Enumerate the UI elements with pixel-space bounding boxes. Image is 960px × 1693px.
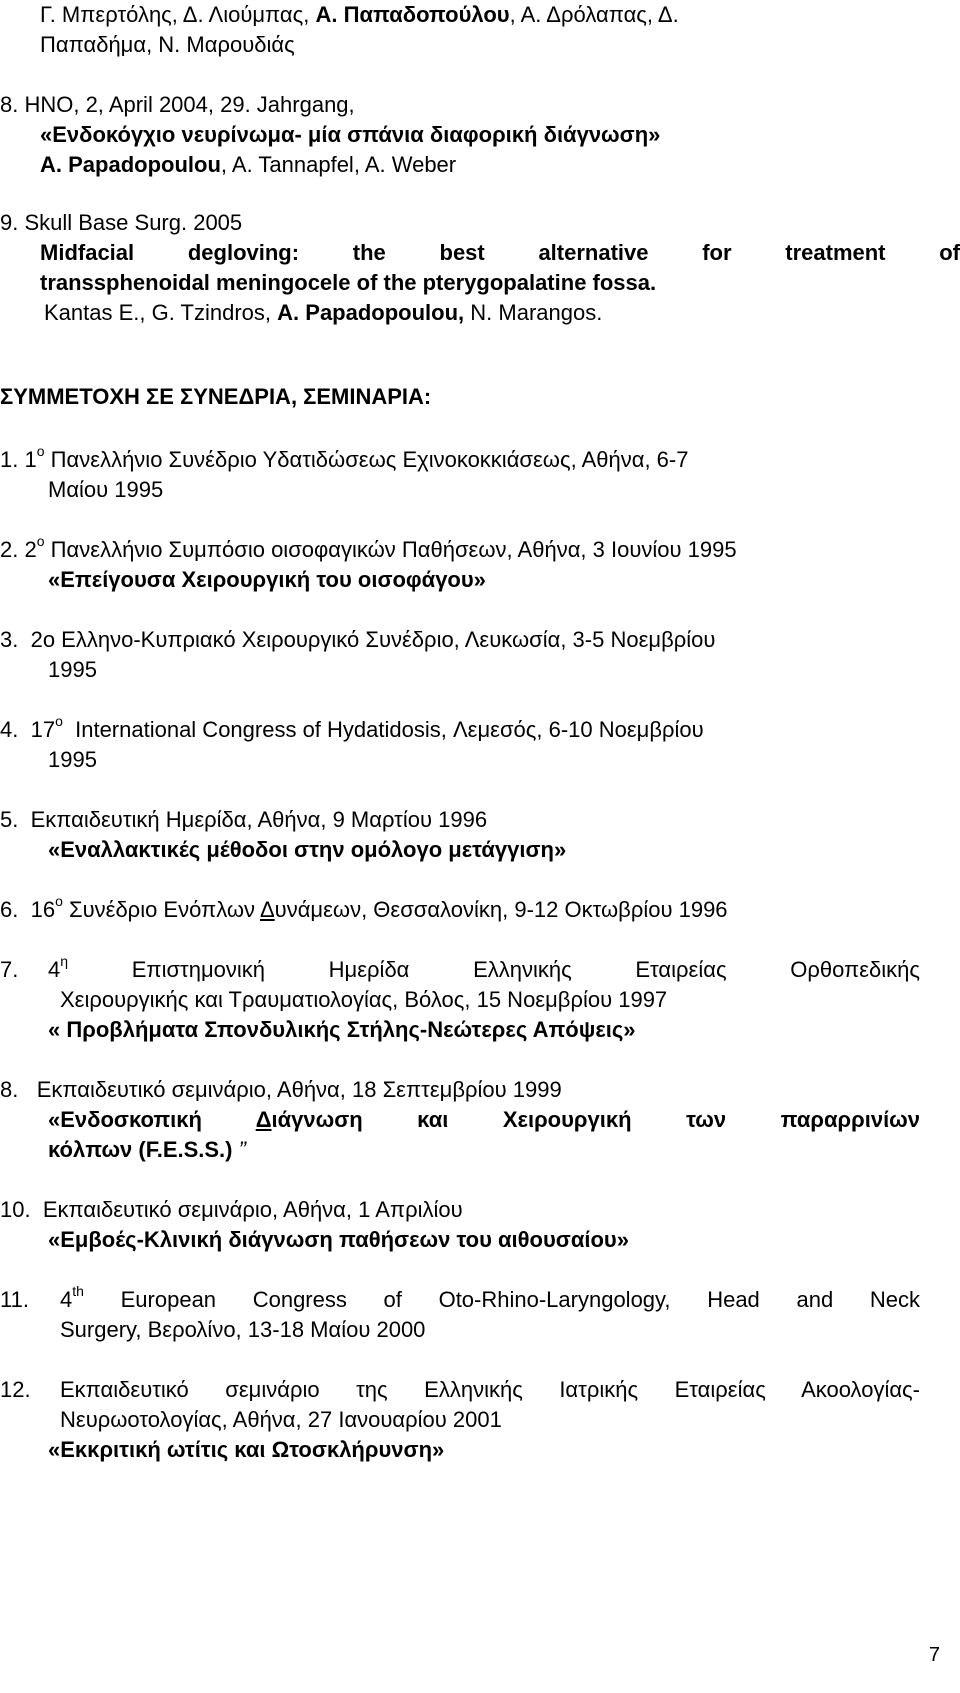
list-item-1-cont: Μαίου 1995 [48,477,164,502]
list-item-10 [0,1197,463,1223]
item-text: International Congress of Hydatidosis, Λεμεσός, 6-10 Νοεμβρίου [75,717,704,742]
item-ordinal: 4 [60,1287,73,1312]
list-item-3-cont: 1995 [48,657,97,682]
item-number: 4. [0,717,19,742]
authors-text-end: , Α. Δρόλαπας, Δ. [509,2,679,27]
pub8-authors [40,152,456,178]
item-ordinal: 17 [30,717,56,742]
item-text: European Congress of Oto-Rhino-Laryngology, Head and Neck [120,1287,920,1312]
list-item-2-bold: «Επείγουσα Χειρουργική του οισοφάγου» [48,567,486,592]
item-bold-underlined: Δ [255,1107,272,1132]
item-ordinal: 2 [24,537,37,562]
item-number: 8. [0,1077,19,1102]
item-number: 3. [0,627,19,652]
item-number: 11. [0,1287,29,1312]
item-number: 6. [0,897,19,922]
ordinal-suffix: η [60,953,69,969]
authors-line-cont: Παπαδήμα, Ν. Μαρουδιάς [40,32,295,57]
item-number: 7. [0,957,19,982]
author-bold: Α. Παπαδοπούλου [315,2,510,27]
author-bold: A. Papadopoulou, [277,300,465,325]
item-number: 2. [0,537,19,562]
ordinal-suffix: ο [36,443,45,459]
list-item-11 [0,1287,29,1313]
list-item-5 [0,807,487,833]
item-text: Επιστημονική Ημερίδα Ελληνικής Εταιρείας Ορθοπεδικής [131,957,920,982]
authors-text-end: N. Marangos. [470,300,603,325]
page-number: 7 [928,1644,940,1666]
item-text: Συνέδριο Ενόπλων [69,897,256,922]
list-item-5-bold: «Εναλλακτικές μέθοδοι στην ομόλογο μετάγγιση» [48,837,567,862]
list-item-8-bold1 [48,1107,920,1133]
ordinal-suffix: ο [55,713,63,729]
list-item-11-text [60,1283,920,1313]
item-bold-text: «Ενδοσκοπική [48,1107,202,1132]
list-item-12-cont: Νευρωοτολογίας, Αθήνα, 27 Ιανουαρίου 2001 [60,1407,502,1432]
list-item-7-text [48,953,920,983]
item-ordinal: 16 [30,897,56,922]
item-text: Πανελλήνιο Συνέδριο Υδατιδώσεως Εχινοκοκκιάσεως, Αθήνα, 6-7 [50,447,689,472]
list-item-8-bold2 [48,1137,246,1163]
list-item-1 [0,443,689,473]
item-text: Εκπαιδευτικό σεμινάριο, Αθήνα, 18 Σεπτεμβρίου 1999 [36,1077,562,1102]
list-item-7 [0,957,18,983]
pub9-authors [44,300,602,326]
list-item-12-bold: «Εκκριτική ωτίτις και Ωτοσκλήρυνση» [48,1437,445,1462]
authors-text: Γ. Μπερτόλης, Δ. Λιούμπας, [40,2,310,27]
item-number: 5. [0,807,19,832]
list-item-3 [0,627,715,653]
closing-quote: ” [232,1137,246,1162]
item-bold-text-end: ιάγνωση και Χειρουργική των παραρρινίων [271,1107,921,1132]
pub9-title1: Midfacial degloving: the best alternative for treatment of [40,240,960,265]
pub9-line1: 9. Skull Base Surg. 2005 [0,210,243,235]
list-item-6 [0,893,728,923]
authors-rest: , A. Tannapfel, A. Weber [220,152,457,177]
item-text-underlined: Δ [259,897,275,922]
pub8-title: «Ενδοκόγχιο νευρίνωμα- μία σπάνια διαφορική διάγνωση» [40,122,661,147]
list-item-12-text: Εκπαιδευτικό σεμινάριο της Ελληνικής Ιατρικής Εταιρείας Ακοολογίας- [60,1377,920,1402]
list-item-7-bold: « Προβλήματα Σπονδυλικής Στήλης-Νεώτερες Απόψεις» [48,1017,636,1042]
section-heading: ΣΥΜΜΕΤΟΧΗ ΣΕ ΣΥΝΕΔΡΙΑ, ΣΕΜΙΝΑΡΙΑ: [0,384,432,409]
ordinal-suffix: th [72,1283,84,1299]
item-number: 1. [0,447,19,472]
item-text: Εκπαιδευτική Ημερίδα, Αθήνα, 9 Μαρτίου 1996 [30,807,488,832]
item-text-end: υνάμεων, Θεσσαλονίκη, 9-12 Οκτωβρίου 1996 [274,897,728,922]
pub8-line1: 8. HNO, 2, April 2004, 29. Jahrgang, [0,92,355,117]
item-number: 12. [0,1377,31,1402]
item-bold-text: κόλπων (F.E.S.S.) [48,1137,233,1162]
item-text: 2ο Ελληνο-Κυπριακό Χειρουργικό Συνέδριο, Λευκωσία, 3-5 Νοεμβρίου [30,627,716,652]
list-item-2 [0,533,737,563]
list-item-4-cont: 1995 [48,747,97,772]
item-ordinal: 4 [48,957,61,982]
item-text: Πανελλήνιο Συμπόσιο οισοφαγικών Παθήσεων, Αθήνα, 3 Ιουνίου 1995 [50,537,737,562]
ordinal-suffix: ο [36,533,45,549]
item-text: Εκπαιδευτικό σεμινάριο, Αθήνα, 1 Απριλίου [42,1197,463,1222]
item-ordinal: 1 [24,447,37,472]
list-item-11-cont: Surgery, Βερολίνο, 13-18 Μαίου 2000 [60,1317,426,1342]
list-item-10-bold: «Εμβοές-Κλινική διάγνωση παθήσεων του αιθουσαίου» [48,1227,629,1252]
authors-line [40,2,679,28]
list-item-7-cont: Χειρουργικής και Τραυματιολογίας, Βόλος, 15 Νοεμβρίου 1997 [60,987,668,1012]
list-item-8 [0,1077,562,1103]
authors-text: Kantas E., G. Tzindros, [44,300,272,325]
list-item-4 [0,713,704,743]
item-number: 10. [0,1197,31,1222]
author-bold: A. Papadopoulou [40,152,221,177]
pub9-title2: transsphenoidal meningocele of the pterygopalatine fossa. [40,270,657,295]
list-item-12 [0,1377,31,1403]
ordinal-suffix: ο [55,893,63,909]
